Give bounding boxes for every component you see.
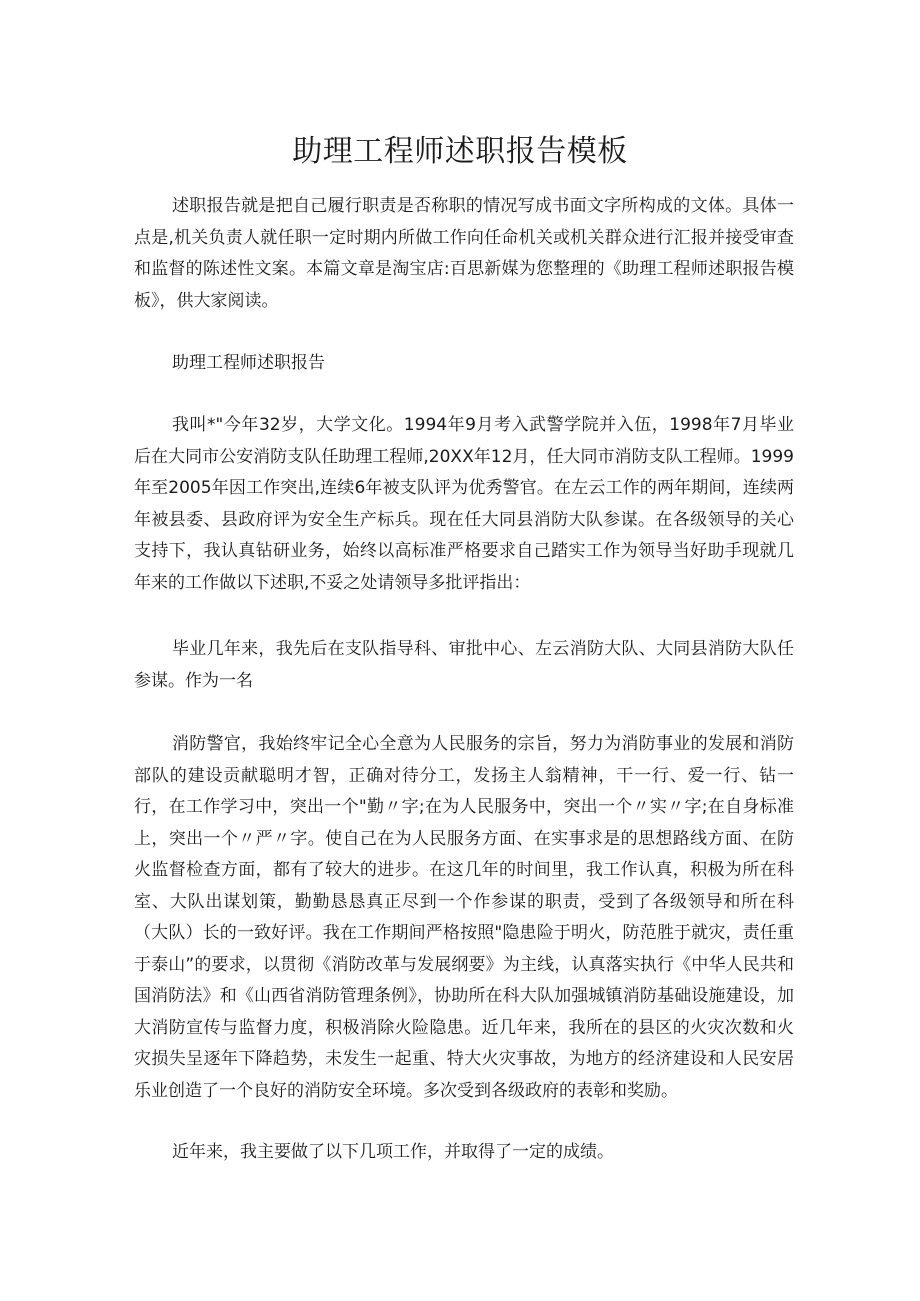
- paragraph-achievements-intro: 近年来，我主要做了以下几项工作，并取得了一定的成绩。: [172, 1142, 614, 1162]
- paragraph-work-attitude: 消防警官，我始终牢记全心全意为人民服务的宗旨，努力为消防事业的发展和消防部队的建设贡献聪明才智，正确对待分工，发扬主人翁精神，干一行、爱一行、钻一行，在工作学习中，突出一个"勤〃字;在为人民服务中，突出一个〃实〃字;在自身标准上，突出一个〃严〃字。使自己在为人民服务方面、在实事求是的思想路线方面、在防火监督检查方面，都有了较大的进步。在这几年的时间里，我工作认真，积极为所在科室、大队出谋划策，勤勤恳恳真正尽到一个作参谋的职责，受到了各级领导和所在科（大队）长的一致好评。我在工作期间严格按照"隐患险于明火，防范胜于就灾，责任重于泰山”的要求，以贯彻《消防改革与发展纲要》为主线，认真落实执行《中华人民共和国消防法》和《山西省消防管理条例》，协助所在科大队加强城镇消防基础设施建设，加大消防宣传与监督力度，积极消除火险隐患。近几年来，我所在的县区的火灾次数和火灾损失呈逐年下降趋势，未发生一起重、特大火灾事故，为地方的经济建设和人民安居乐业创造了一个良好的消防安全环境。多次受到各级政府的表彰和奖励。: [134, 734, 794, 1101]
- paragraph-intro: 述职报告就是把自己履行职责是否称职的情况写成书面文字所构成的文体。具体一点是,机关负责人就任职一定时期内所做工作向任命机关或机关群众进行汇报并接受审查和监督的陈述性文案。本篇文章是淘宝店:百思新媒为您整理的《助理工程师述职报告模板》，供大家阅读。: [134, 196, 794, 311]
- paragraph-self-introduction: 我叫*"今年32岁，大学文化。1994年9月考入武警学院并入伍，1998年7月毕业后在大同市公安消防支队任助理工程师,20XX年12月，任大同市消防支队工程师。1999年至2005年因工作突出,连续6年被支队评为优秀警官。在左云工作的两年期间，连续两年被县委、县政府评为安全生产标兵。现在任大同县消防大队参谋。在各级领导的关心支持下，我认真钻研业务，始终以高标准严格要求自己踏实工作为领导当好助手现就几年来的工作做以下述职,不妥之处请领导多批评指出：: [134, 415, 794, 593]
- paragraph-career-positions: 毕业几年来，我先后在支队指导科、审批中心、左云消防大队、大同县消防大队任参谋。作为一名: [134, 639, 794, 691]
- paragraph-subheading: 助理工程师述职报告: [172, 353, 325, 373]
- document-title: 助理工程师述职报告模板: [292, 134, 628, 169]
